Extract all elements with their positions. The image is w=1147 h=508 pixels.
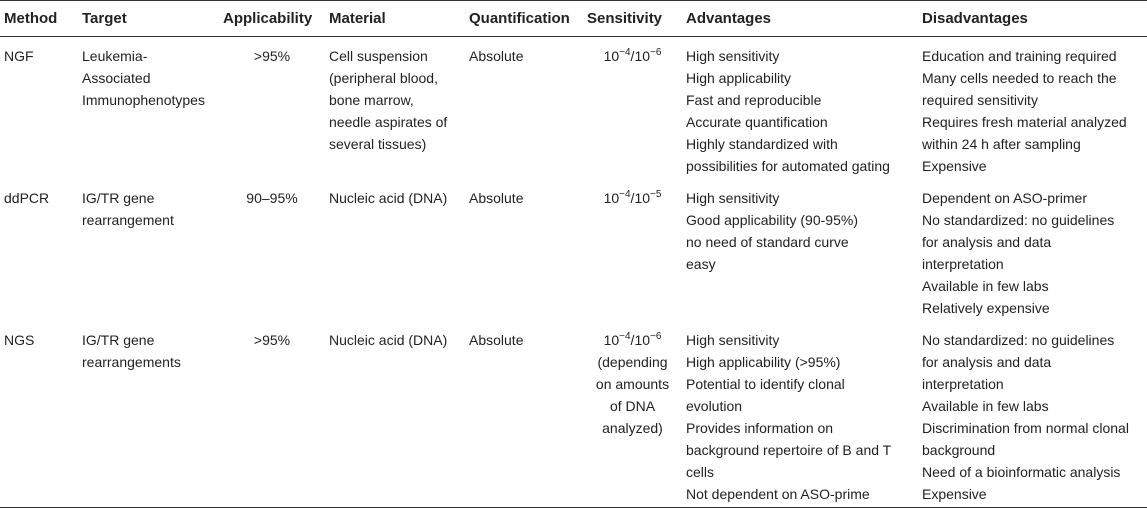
sensitivity-note-line: analyzed) [602, 420, 663, 436]
sensitivity-exponent: −4 [619, 189, 631, 200]
sensitivity-cell [583, 321, 682, 508]
header-disadvantages: Disadvantages [922, 10, 1028, 27]
advantages-cell-line: Good applicability (90-95%) [686, 212, 858, 228]
sensitivity-exponent: −6 [650, 331, 662, 342]
header-material: Material [329, 10, 386, 27]
advantages-cell-line: High applicability [686, 70, 792, 86]
header-row [0, 1, 1147, 37]
disadvantages-cell-line: No standardized: no guidelines [922, 332, 1115, 348]
advantages-cell-line: High sensitivity [686, 332, 780, 348]
advantages-cell-line: Highly standardized with [686, 136, 838, 152]
table-header [0, 1, 1147, 37]
disadvantages-cell [918, 321, 1147, 508]
applicability-cell: >95% [253, 48, 291, 64]
method-cell: NGF [4, 48, 34, 64]
target-cell [78, 179, 219, 321]
disadvantages-cell-line: Expensive [922, 486, 987, 502]
advantages-cell-line: High applicability (>95%) [686, 354, 841, 370]
sensitivity-base: 10 [603, 190, 620, 206]
disadvantages-cell-line: for analysis and data [922, 354, 1052, 370]
advantages-cell-line: evolution [686, 398, 743, 414]
sensitivity-value [587, 187, 678, 209]
advantages-cell-line: possibilities for automated gating [686, 158, 890, 174]
disadvantages-cell-line: Need of a bioinformatic analysis [922, 464, 1121, 480]
material-cell-line: (peripheral blood, [329, 70, 438, 86]
table-body [0, 37, 1147, 508]
advantages-cell-line: Potential to identify clonal [686, 376, 845, 392]
advantages-cell-line: Provides information on [686, 420, 834, 436]
advantages-cell [682, 179, 918, 321]
sensitivity-base: 10 [603, 48, 620, 64]
disadvantages-cell-line: Many cells needed to reach the [922, 70, 1117, 86]
sensitivity-note-line: (depending [597, 354, 668, 370]
sensitivity-base: 10 [634, 332, 651, 348]
sensitivity-value [587, 329, 678, 351]
target-cell [78, 37, 219, 180]
material-cell-line: Nucleic acid (DNA) [329, 332, 448, 348]
material-cell-line: needle aspirates of [329, 114, 448, 130]
target-cell-line: Leukemia- [82, 48, 148, 64]
header-target: Target [82, 10, 127, 27]
sensitivity-cell [583, 37, 682, 180]
quantification-cell: Absolute [469, 48, 524, 64]
disadvantages-cell-line: Available in few labs [922, 398, 1049, 414]
disadvantages-cell-line: interpretation [922, 376, 1004, 392]
sensitivity-separator: / [630, 332, 635, 348]
disadvantages-cell-line: Discrimination from normal clonal [922, 420, 1129, 436]
disadvantages-cell-line: required sensitivity [922, 92, 1038, 108]
advantages-cell [682, 321, 918, 508]
advantages-cell [682, 37, 918, 180]
table-row [0, 37, 1147, 180]
disadvantages-cell-line: Available in few labs [922, 278, 1049, 294]
sensitivity-exponent: −4 [619, 47, 631, 58]
header-quantification: Quantification [469, 10, 570, 27]
sensitivity-separator: / [630, 48, 635, 64]
method-cell: ddPCR [4, 190, 50, 206]
material-cell [325, 37, 465, 180]
disadvantages-cell [918, 37, 1147, 180]
advantages-cell-line: Fast and reproducible [686, 92, 822, 108]
material-cell-line: bone marrow, [329, 92, 414, 108]
method-cell: NGS [4, 332, 35, 348]
target-cell-line: Associated [82, 70, 151, 86]
header-applicability: Applicability [223, 10, 313, 27]
sensitivity-note-line: of DNA [609, 398, 656, 414]
disadvantages-cell-line: Relatively expensive [922, 300, 1050, 316]
table-row [0, 179, 1147, 321]
target-cell-line: IG/TR gene [82, 332, 155, 348]
disadvantages-cell-line: Expensive [922, 158, 987, 174]
sensitivity-note-line: on amounts [595, 376, 670, 392]
header-method: Method [4, 10, 58, 27]
sensitivity-value [587, 45, 678, 67]
material-cell [325, 321, 465, 508]
target-cell-line: IG/TR gene [82, 190, 155, 206]
disadvantages-cell-line: within 24 h after sampling [922, 136, 1081, 152]
disadvantages-cell-line: background [922, 442, 996, 458]
advantages-cell-line: background repertoire of B and T [686, 442, 892, 458]
quantification-cell: Absolute [469, 332, 524, 348]
material-cell-line: several tissues) [329, 136, 427, 152]
sensitivity-base: 10 [603, 332, 620, 348]
advantages-cell-line: Accurate quantification [686, 114, 828, 130]
sensitivity-exponent: −5 [650, 189, 662, 200]
material-cell-line: Cell suspension [329, 48, 428, 64]
sensitivity-exponent: −6 [650, 47, 662, 58]
applicability-cell: >95% [253, 332, 291, 348]
applicability-cell: 90–95% [246, 190, 298, 206]
material-cell-line: Nucleic acid (DNA) [329, 190, 448, 206]
advantages-cell-line: High sensitivity [686, 48, 780, 64]
sensitivity-base: 10 [634, 190, 651, 206]
advantages-cell-line: Not dependent on ASO-prime [686, 486, 870, 502]
disadvantages-cell-line: interpretation [922, 256, 1004, 272]
target-cell [78, 321, 219, 508]
quantification-cell: Absolute [469, 190, 524, 206]
target-cell-line: Immunophenotypes [82, 92, 205, 108]
advantages-cell-line: easy [686, 256, 716, 272]
disadvantages-cell-line: Dependent on ASO-primer [922, 190, 1087, 206]
target-cell-line: rearrangement [82, 212, 174, 228]
header-advantages: Advantages [686, 10, 772, 27]
advantages-cell-line: cells [686, 464, 715, 480]
advantages-cell-line: High sensitivity [686, 190, 780, 206]
sensitivity-cell [583, 179, 682, 321]
disadvantages-cell-line: No standardized: no guidelines [922, 212, 1115, 228]
sensitivity-exponent: −4 [619, 331, 631, 342]
table-row [0, 321, 1147, 508]
sensitivity-base: 10 [634, 48, 651, 64]
disadvantages-cell-line: Requires fresh material analyzed [922, 114, 1127, 130]
advantages-cell-line: no need of standard curve [686, 234, 849, 250]
sensitivity-separator: / [630, 190, 635, 206]
material-cell [325, 179, 465, 321]
disadvantages-cell-line: Education and training required [922, 48, 1117, 64]
header-sensitivity: Sensitivity [587, 10, 663, 27]
disadvantages-cell [918, 179, 1147, 321]
disadvantages-cell-line: for analysis and data [922, 234, 1052, 250]
target-cell-line: rearrangements [82, 354, 181, 370]
